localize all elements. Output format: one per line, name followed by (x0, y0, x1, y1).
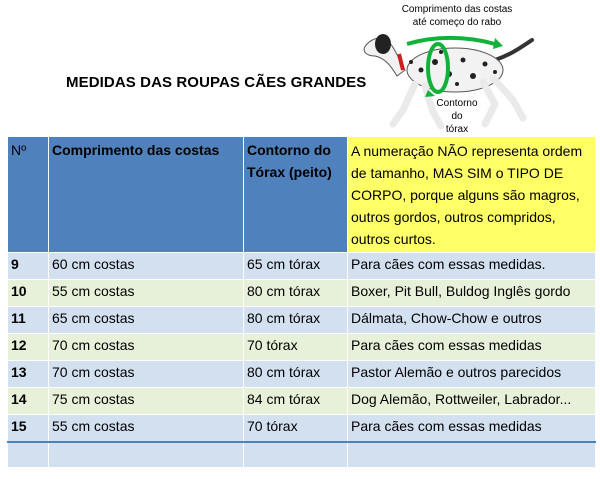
back-length-caption (392, 3, 522, 29)
table-row (8, 361, 596, 388)
table-row (8, 307, 596, 334)
page-title: MEDIDAS DAS ROUPAS CÃES GRANDES (66, 74, 367, 91)
empty-cell (348, 442, 596, 468)
row-chest: 80 cm tórax (244, 280, 348, 307)
row-back: 55 cm costas (49, 415, 244, 443)
row-back: 75 cm costas (49, 388, 244, 415)
chest-caption-line1: Contorno (436, 98, 478, 109)
row-back: 65 cm costas (49, 307, 244, 334)
row-note: Para cães com essas medidas (348, 415, 596, 443)
row-number: 11 (8, 307, 49, 334)
chest-caption (426, 97, 488, 136)
chest-caption-line3: tórax (445, 124, 469, 135)
header-back-length: Comprimento das costas (49, 137, 244, 253)
row-note: Para cães com essas medidas (348, 334, 596, 361)
row-back: 70 cm costas (49, 334, 244, 361)
row-note: Dálmata, Chow-Chow e outros (348, 307, 596, 334)
table-header-row (8, 137, 596, 253)
back-caption-line2: até começo do rabo (412, 17, 502, 28)
row-chest: 80 cm tórax (244, 361, 348, 388)
header-note: A numeração NÃO representa ordem de tamanho, MAS SIM o TIPO DE CORPO, porque alguns são magros, outros gordos, outros compridos, outros curtos. (348, 137, 596, 253)
row-note: Dog Alemão, Rottweiler, Labrador... (348, 388, 596, 415)
row-number: 9 (8, 253, 49, 280)
row-chest: 65 cm tórax (244, 253, 348, 280)
row-number: 13 (8, 361, 49, 388)
table-row (8, 280, 596, 307)
header-chest: Contorno do Tórax (peito) (244, 137, 348, 253)
row-number: 12 (8, 334, 49, 361)
sizes-table (7, 136, 596, 468)
table-row (8, 253, 596, 280)
row-chest: 70 tórax (244, 415, 348, 443)
back-length-arrow (407, 38, 503, 49)
row-back: 60 cm costas (49, 253, 244, 280)
row-chest: 70 tórax (244, 334, 348, 361)
empty-cell (244, 442, 348, 468)
table-row (8, 388, 596, 415)
row-note: Pastor Alemão e outros parecidos (348, 361, 596, 388)
row-note: Para cães com essas medidas. (348, 253, 596, 280)
row-back: 55 cm costas (49, 280, 244, 307)
row-chest: 80 cm tórax (244, 307, 348, 334)
back-caption-line1: Comprimento das costas (401, 4, 513, 15)
table-empty-row (8, 442, 596, 468)
row-number: 14 (8, 388, 49, 415)
row-number: 10 (8, 280, 49, 307)
row-note: Boxer, Pit Bull, Buldog Inglês gordo (348, 280, 596, 307)
table-row (8, 415, 596, 443)
header-index: Nº (8, 137, 49, 253)
empty-cell (8, 442, 49, 468)
row-chest: 84 cm tórax (244, 388, 348, 415)
row-number: 15 (8, 415, 49, 443)
chest-caption-line2: do (451, 111, 463, 122)
table-row (8, 334, 596, 361)
empty-cell (49, 442, 244, 468)
row-back: 70 cm costas (49, 361, 244, 388)
